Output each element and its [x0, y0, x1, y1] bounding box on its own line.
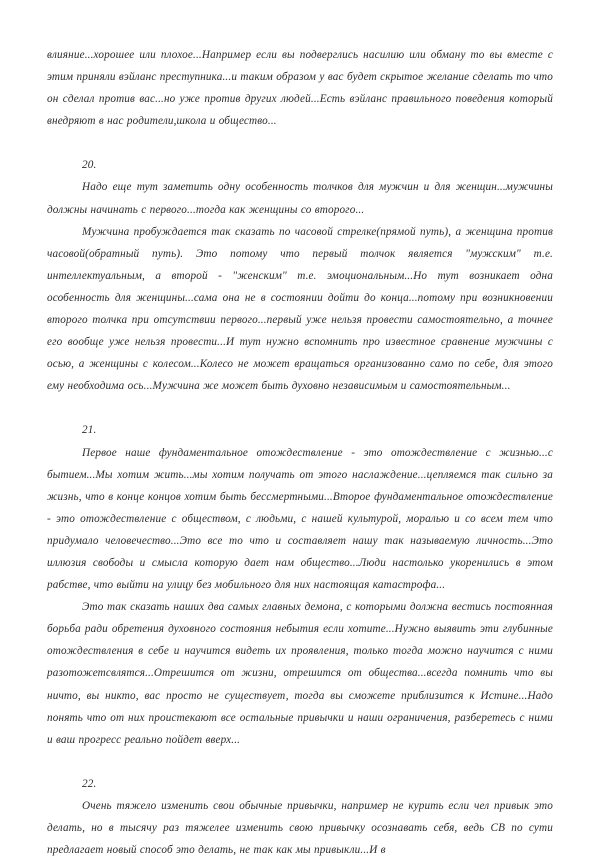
section-21-paragraph-1: Первое наше фундаментальное отождествление - это отождествление с жизнью...с бытием...Мы хотим жить...мы хотим получать от этого наслаждение...цепляемся так сильно за жизнь, что в конце концов хотим быть бессмертными...Второе фундаментальное отождествление - это отождествление с обществом, с людьми, с нашей культурой, моралью и со всем тем что придумало человечество...Это все то что и составляет нашу так называемую личность...Это иллюзия свободы и смысла которую дает нам общество...Люди настолько укоренились в этом рабстве, что выйти на улицу без мобильного для них настоящая катастрофа...: [47, 446, 553, 592]
text-column: [47, 44, 553, 861]
section-number-22: 22.: [82, 777, 97, 790]
section-spacer: [47, 397, 553, 419]
section-number-20: 20.: [82, 159, 97, 172]
section-20-paragraph-1: Надо еще тут заметить одну особенность толчков для мужчин и для женщин...мужчины должны начинать с первого...тогда как женщины со второго...: [47, 181, 553, 216]
section-spacer: [47, 132, 553, 154]
section-21-paragraph-2: Это так сказать наших два самых главных демона, с которыми должна вестись постоянная борьба ради обретения духовного состояния небытия если хотите...Нужно выявить эти глубинные отождествления в себе и научится видеть их проявления, только тогда можно научится с ними разотожетсвлятся...Отрешится от жизни, отрешится от общества...всегда помнить что вы ничто, вы никто, вас просто не существует, тогда вы сможете приблизится к Истине...Надо понять что от них проистекают все остальные привычки и наши ограничения, разберетесь с ними и ваш прогресс реально пойдет вверх...: [47, 601, 553, 746]
section-22-paragraph-1: Очень тяжело изменить свои обычные привычки, например не курить если чел привык это делать, но в тысячу раз тяжелее изменить свою привычку осознавать себя, ведь СВ по сути предлагает новый способ это делать, не так как мы привыкли...И в: [47, 799, 553, 857]
paragraph-continuation: влияние...хорошее или плохое...Например если вы подверглись насилию или обману то вы вместе с этим приняли вэйланс преступника...и таким образом у вас будет скрытое желание сделать то что он сделал против вас...но уже против других людей...Есть вэйланс правильного поведения который внедряют в нас родители,школа и общество...: [47, 49, 553, 128]
section-20-paragraph-2: Мужчина пробуждается так сказать по часовой стрелке(прямой путь), а женщина против часовой(обратный путь). Это потому что первый толчок является "мужским" т.е. интеллектуальным, а второй - "женским" т.е. эмоциональным...Но тут возникает одна особенность для женщины...сама она не в состоянии дойти до конца...потому при возникновении второго толчка при отсутствии первого...первый уже нельзя провести самостоятельно, а точнее его вообще уже нельзя провести...И тут нужно вспомнить про известное сравнение мужчины с осью, а женщины с колесом...Колесо не может вращаться организованно само по себе, для этого ему необходима ось...Мужчина же может быть духовно независимым и самостоятельным...: [47, 225, 553, 393]
section-spacer: [47, 751, 553, 773]
section-number-21: 21.: [82, 424, 97, 437]
